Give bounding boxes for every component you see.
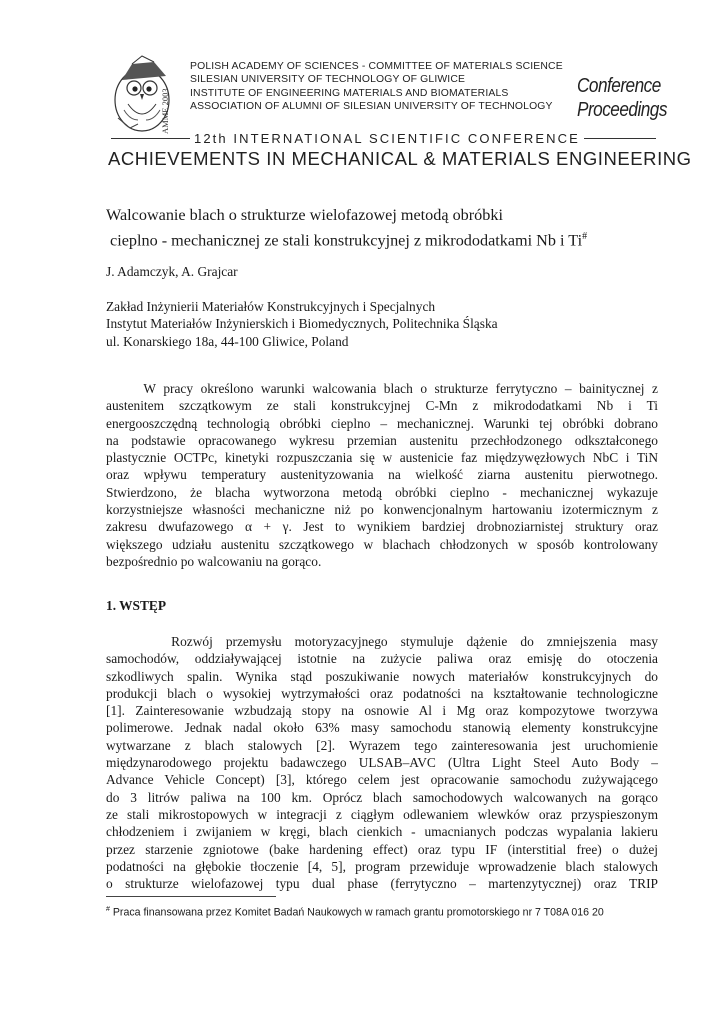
footnote [106, 906, 604, 919]
abstract-line: większego udziału austenitu szczątkowego w blachach chłodzonych w sposób kontrolowany [106, 536, 658, 552]
abstract [106, 380, 658, 570]
intro-line: [1]. Zainteresowanie wzbudzają stopy na osnowie Al i Mg oraz kompozytowe tworzywa [106, 703, 658, 719]
footnote-mark: # [106, 906, 110, 913]
abstract-line: na podstawie opracowanego wykresu przemian austenitu przechłodzonego odkształconego [106, 432, 658, 448]
abstract-line: oraz wpływu temperatury austenityzowania na wielkość ziarna austenitu pierwotnego. [106, 467, 658, 483]
intro-line: samochodów, oddziaływającej istotnie na zużycie paliwa oraz emisję do otoczenia [106, 651, 658, 667]
abstract-line: plastycznie OCTPc, kinetyki rozpuszczania się w austenicie faz międzywęzłowych NbC i TiN [106, 450, 658, 466]
conference-number: 12th INTERNATIONAL SCIENTIFIC CONFERENCE [190, 131, 584, 146]
intro-line: wytwarzane z blach stalowych [2]. Wyrazem tego zainteresowania jest uruchomienie [106, 737, 658, 753]
abstract-line: W pracy określono warunki walcowania blach o strukturze ferrytyczno – bainitycznej z [106, 381, 658, 396]
introduction-text [106, 633, 658, 892]
org-line: SILESIAN UNIVERSITY OF TECHNOLOGY OF GLIWICE [190, 74, 466, 86]
logo-text: AMME 2003 [160, 88, 170, 134]
intro-line: chłodzeniem i zwijaniem w kręgi, blach cienkich - umacnianych podczas wypalania lakieru [106, 824, 658, 840]
intro-line: podatności na głębokie tłoczenie [4, 5], program przewiduje wprowadzenie blach stalowych [106, 858, 658, 874]
abstract-line: bezpośrednio po walcowaniu na gorąco. [106, 553, 322, 569]
intro-line: szkodliwych spalin. Wynika stąd poszukiwanie nowych materiałów konstrukcyjnych do [106, 668, 658, 684]
abstract-line: zakresu dwufazowego α + γ. Jest to wynikiem bardziej drobnoziarnistej struktury oraz [106, 519, 658, 535]
org-line: POLISH ACADEMY OF SCIENCES - COMMITTEE OF MATERIALS SCIENCE [190, 61, 563, 72]
authors: J. Adamczyk, A. Grajcar [106, 264, 238, 279]
intro-line: Rozwój przemysłu motoryzacyjnego stymuluje dążenie do zmniejszenia masy [106, 634, 658, 649]
footnote-divider [106, 896, 276, 897]
affiliation-line: ul. Konarskiego 18a, 44-100 Gliwice, Poland [106, 333, 349, 349]
conference-word: Conference [577, 75, 661, 97]
abstract-line: korzystniejsze własności mechaniczne niż po konwencjonalnym hartowaniu izotermicznym z [106, 502, 658, 518]
intro-line: o strukturze wielofazowej typu dual phase (ferrytyczno – martenzytycznej) oraz TRIP [106, 876, 658, 892]
conference-proceedings-label [577, 74, 667, 122]
title-line: Walcowanie blach o strukturze wielofazowej metodą obróbki [106, 206, 503, 224]
org-line: ASSOCIATION OF ALUMNI OF SILESIAN UNIVERSITY OF TECHNOLOGY [190, 101, 553, 113]
section-heading: 1. WSTĘP [106, 598, 167, 613]
intro-line: do 3 litrów paliwa na 100 km. Oprócz blach samochodowych walcowanych na gorąco [106, 789, 658, 805]
intro-line: produkcji blach o wysokiej wytrzymałości oraz podatności na kształtowanie technologiczne [106, 685, 658, 701]
footnote-text: Praca finansowana przez Komitet Badań Naukowych w ramach grantu promotorskiego nr 7 T08A 016 20 [109, 906, 604, 919]
organizations-block [190, 60, 570, 114]
abstract-line: Stwierdzono, że blacha wytworzona metodą obróbki cieplno - mechanicznej wykazuje [106, 484, 658, 500]
intro-line: międzynarodowego projektu badawczego ULSAB–AVC (Ultra Light Steel Auto Body – [106, 755, 658, 771]
title-line-2 [106, 226, 626, 251]
affiliation-line: Instytut Materiałów Inżynierskich i Biomedycznych, Politechnika Śląska [106, 316, 498, 332]
affiliation-line: Zakład Inżynierii Materiałów Konstrukcyjnych i Specjalnych [106, 299, 436, 314]
proceedings-word: Proceedings [577, 99, 667, 121]
intro-line: ze stali mikrostopowych w integracji z ciągłym odlewaniem wlewków oraz przyspieszonym [106, 806, 658, 822]
intro-line: polimerowe. Jednak nadal około 63% masy samochodu stanowią elementy konstrukcyjne [106, 720, 658, 736]
intro-line: Advance Vehicle Concept) [3], którego celem jest opracowanie samochodu zużywającego [106, 772, 658, 788]
title-line: cieplno - mechanicznej ze stali konstrukcyjnej z mikrododatkami Nb i Ti [106, 231, 583, 250]
title-footnote-mark: # [582, 231, 588, 242]
abstract-line: austenitem szczątkowym ze stali konstrukcyjnej C-Mn z mikrododatkami Nb i Ti [106, 398, 658, 414]
intro-line: przez starzenie zgniotowe (bake hardening effect) oraz typu IF (interstitial free) o dużej [106, 841, 658, 857]
abstract-line: energooszczędną technologią obróbki cieplno – mechanicznej. Warunki tej obróbki dobrano [106, 415, 658, 431]
conference-title: ACHIEVEMENTS IN MECHANICAL & MATERIALS ENGINEERING [108, 148, 692, 169]
affiliation [106, 298, 626, 350]
paper-title [106, 205, 626, 251]
org-line: INSTITUTE OF ENGINEERING MATERIALS AND BIOMATERIALS [190, 87, 509, 99]
